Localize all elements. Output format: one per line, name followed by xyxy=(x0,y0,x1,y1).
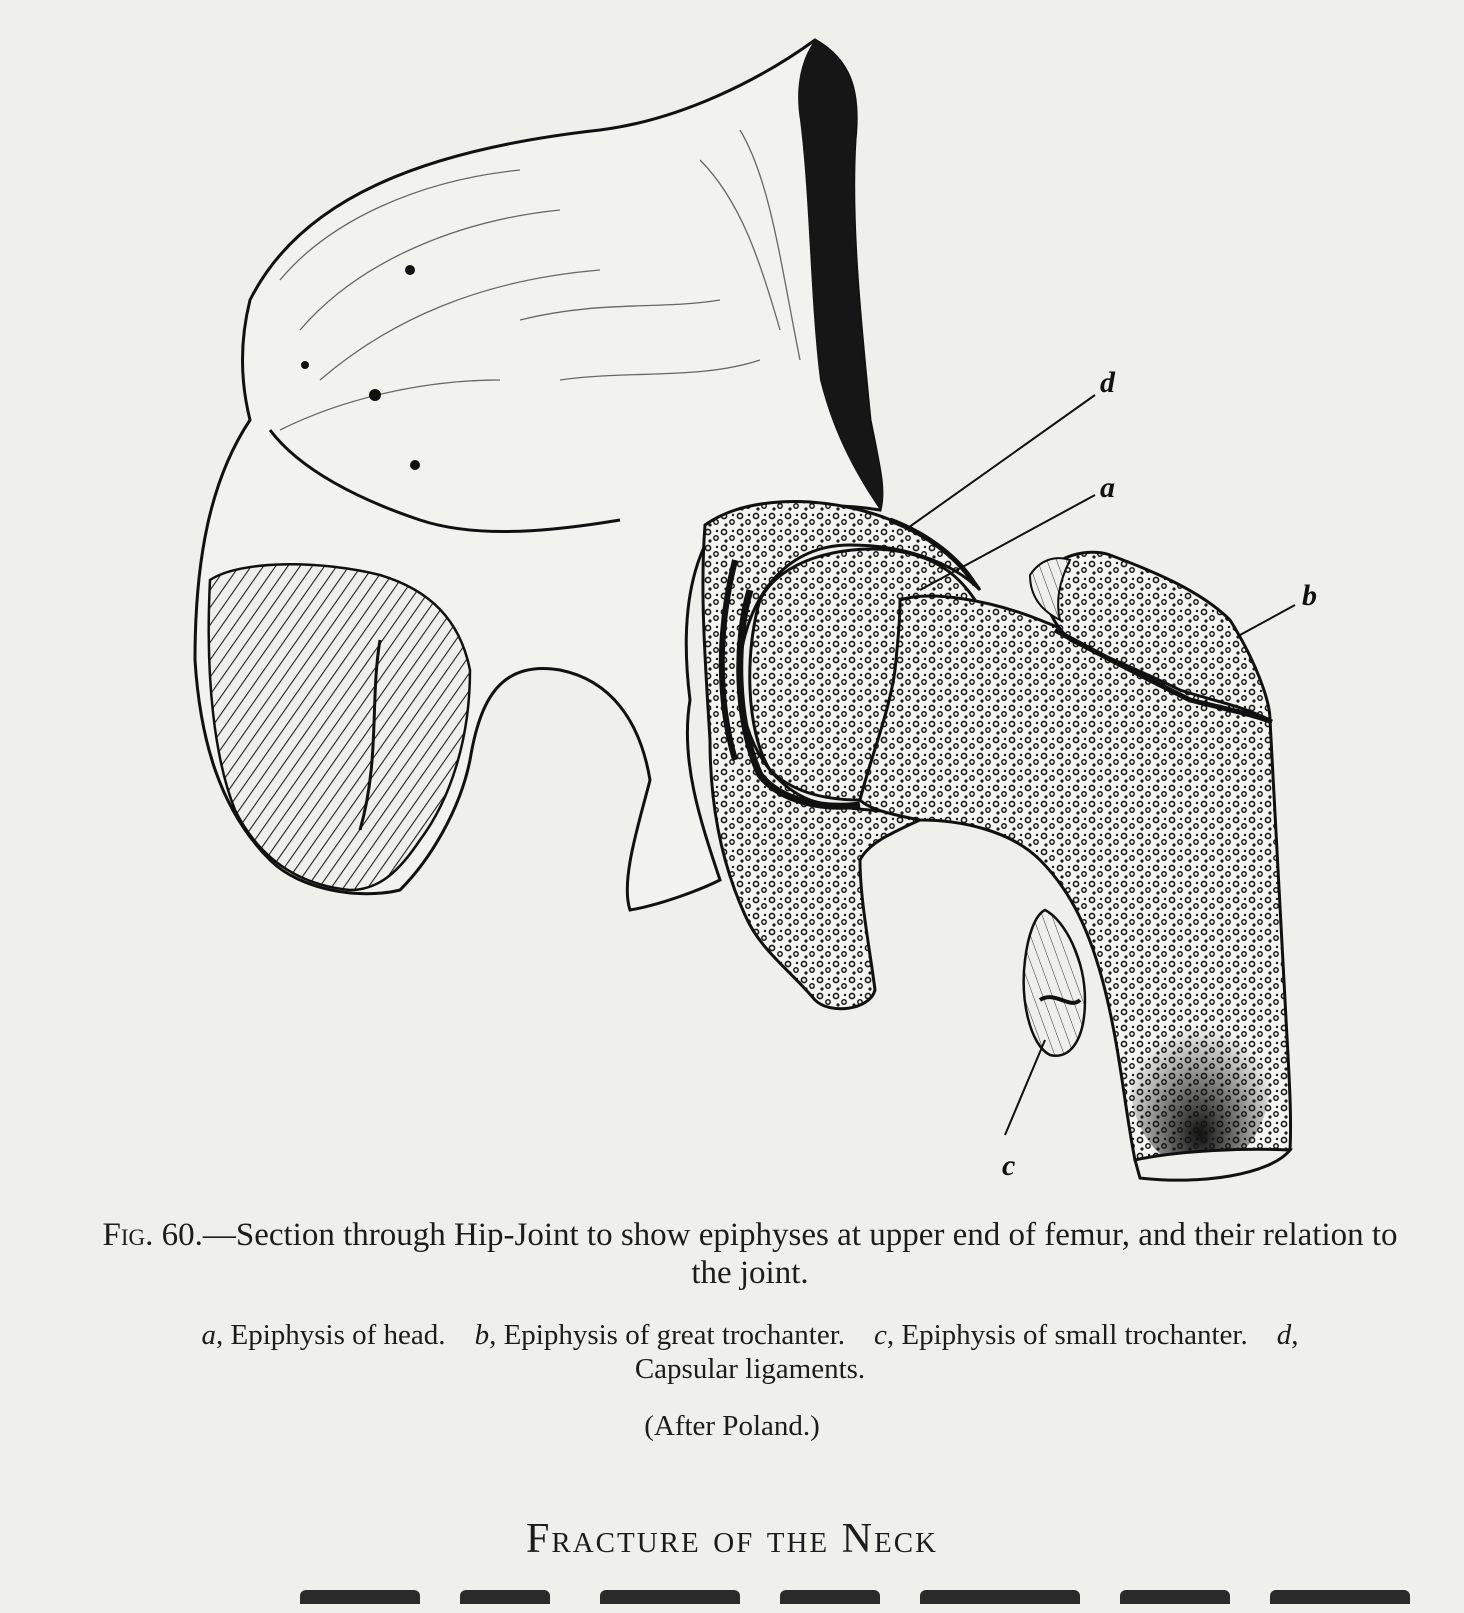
caption-text: —Section through Hip-Joint to show epiphyses at upper end of femur, and their relation to the joint. xyxy=(202,1217,1398,1291)
legend-key-d: d xyxy=(1276,1319,1292,1351)
figure-number: Fig. 60. xyxy=(102,1217,203,1253)
label-a: a xyxy=(1100,471,1115,504)
legend-key-c: c xyxy=(874,1319,887,1351)
legend-text-a: , Epiphysis of head. xyxy=(216,1319,446,1351)
small-trochanter xyxy=(1024,910,1085,1056)
figure-source: (After Poland.) xyxy=(644,1410,820,1442)
legend-text-c: , Epiphysis of small trochanter. xyxy=(886,1319,1248,1351)
legend-key-a: a xyxy=(201,1319,216,1351)
legend-text-b: , Epiphysis of great trochanter. xyxy=(489,1319,846,1351)
label-c: c xyxy=(1002,1149,1016,1182)
label-b: b xyxy=(1302,579,1317,612)
cut-off-text-line xyxy=(0,1590,1464,1613)
legend-text-d: , Capsular ligaments. xyxy=(634,1319,1299,1385)
label-d: d xyxy=(1100,366,1115,399)
legend-key-b: b xyxy=(474,1319,490,1351)
figure-caption xyxy=(100,1216,1400,1292)
figure-legend xyxy=(160,1318,1340,1386)
section-heading: Fracture of the Neck xyxy=(526,1516,938,1562)
